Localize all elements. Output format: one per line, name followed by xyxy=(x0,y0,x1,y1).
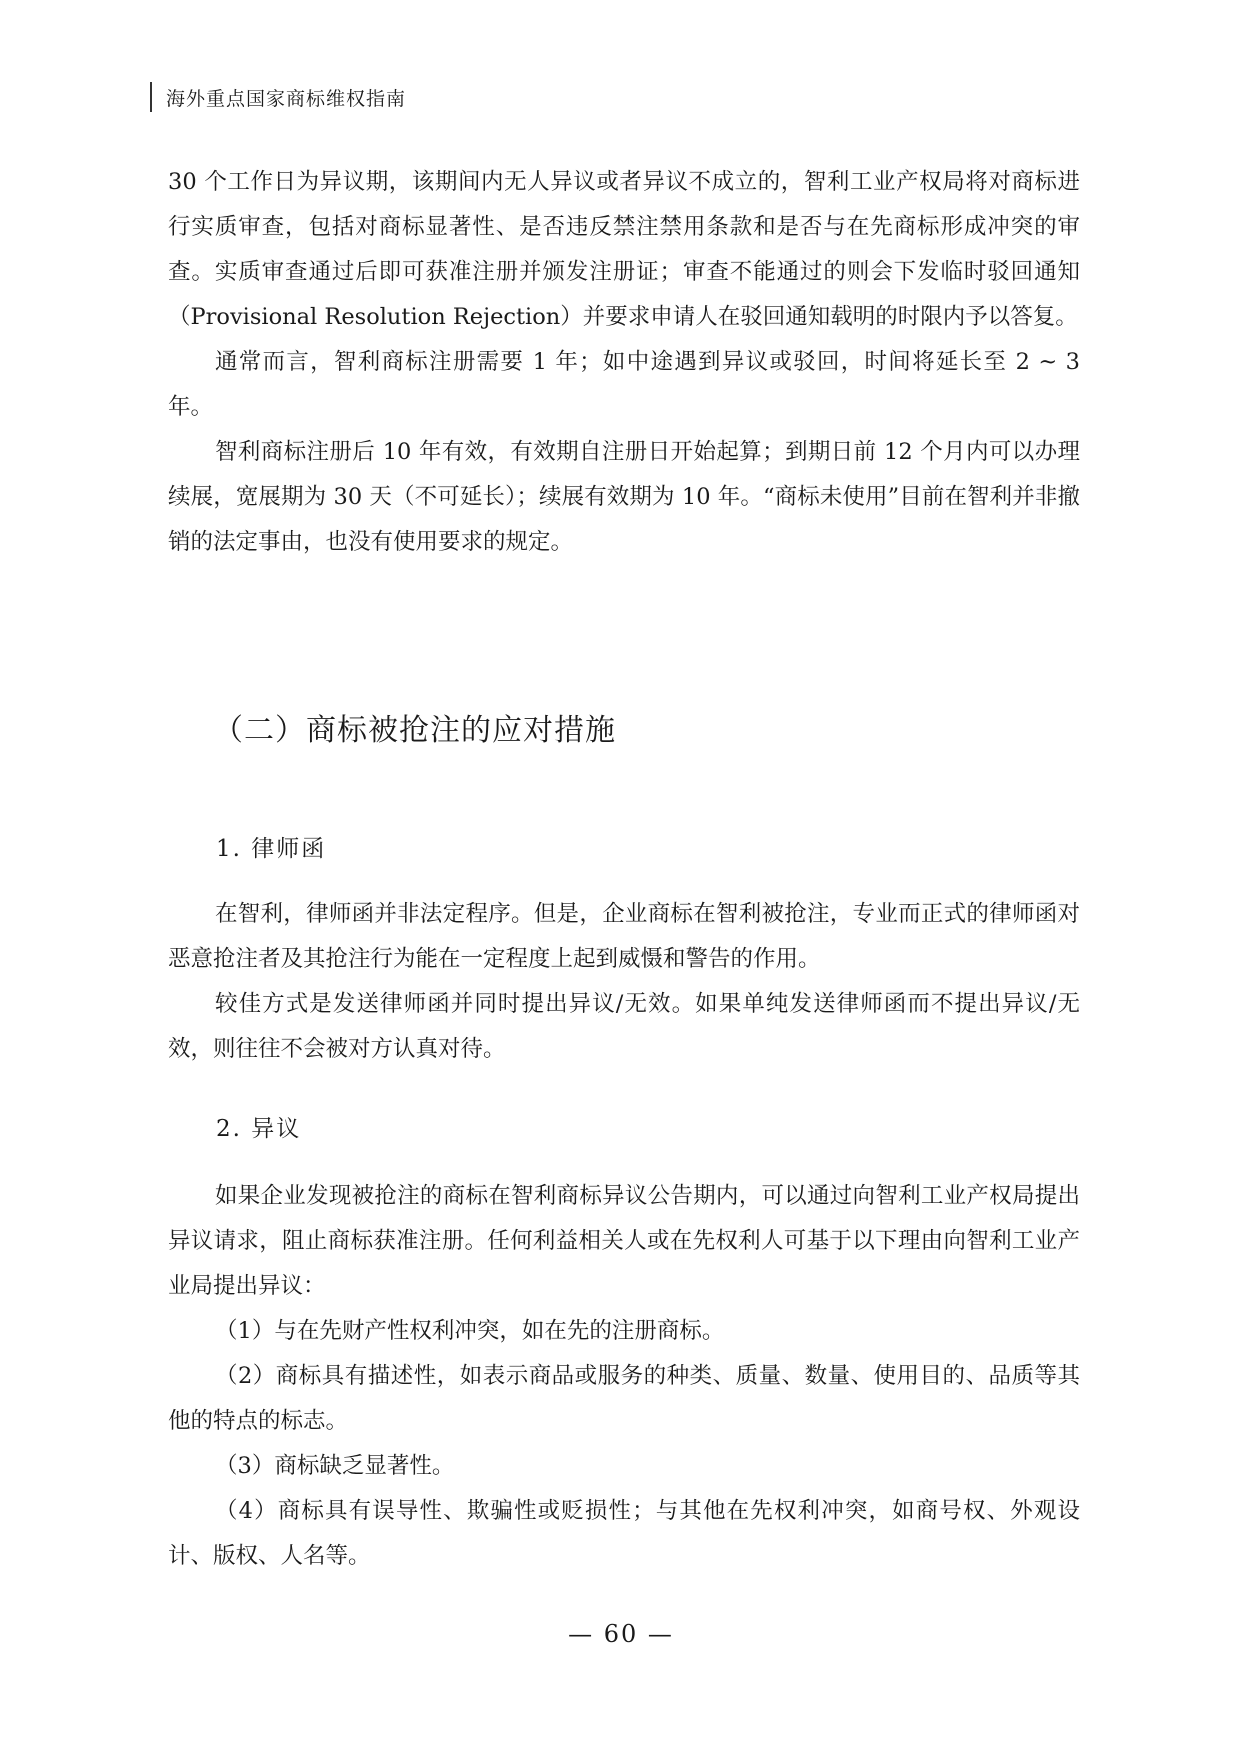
subheading-lawyer-letter: 1. 律师函 xyxy=(216,836,327,862)
lawyer-letter-text xyxy=(168,892,1080,1072)
intro-paragraph-duration: 通常而言，智利商标注册需要 1 年；如中途遇到异议或驳回，时间将延长至 2 ~ 3 年。 xyxy=(168,349,1080,420)
subheading-opposition: 2. 异议 xyxy=(216,1116,302,1142)
opposition-ground-item: （1）与在先财产性权利冲突，如在先的注册商标。 xyxy=(215,1318,725,1344)
section-heading: （二）商标被抢注的应对措施 xyxy=(213,713,616,748)
opposition-paragraph: 如果企业发现被抢注的商标在智利商标异议公告期内，可以通过向智利工业产权局提出异议请求，阻止商标获准注册。任何利益相关人或在先权利人可基于以下理由向智利工业产业局提出异议： xyxy=(168,1183,1080,1299)
header-rule xyxy=(150,82,152,112)
opposition-text xyxy=(168,1174,1080,1579)
page-number: — 60 — xyxy=(568,1620,674,1648)
opposition-ground-item: （3）商标缺乏显著性。 xyxy=(215,1453,455,1479)
intro-paragraph-validity: 智利商标注册后 10 年有效，有效期自注册日开始起算；到期日前 12 个月内可以办理续展，宽展期为 30 天（不可延长）；续展有效期为 10 年。“商标未使用”目前在智利并非撤销的法定事由，也没有使用要求的规定。 xyxy=(168,439,1080,555)
intro-paragraph-continued: 30 个工作日为异议期，该期间内无人异议或者异议不成立的，智利工业产权局将对商标进行实质审查，包括对商标显著性、是否违反禁注禁用条款和是否与在先商标形成冲突的审查。实质审查通过后即可获准注册并颁发注册证；审查不能通过的则会下发临时驳回通知（Provisional Resolution Rejection）并要求申请人在驳回通知载明的时限内予以答复。 xyxy=(168,169,1080,330)
book-title: 海外重点国家商标维权指南 xyxy=(166,87,407,110)
opposition-ground-item: （2）商标具有描述性，如表示商品或服务的种类、质量、数量、使用目的、品质等其他的特点的标志。 xyxy=(168,1363,1080,1434)
lawyer-letter-paragraph: 较佳方式是发送律师函并同时提出异议/无效。如果单纯发送律师函而不提出异议/无效，则往往不会被对方认真对待。 xyxy=(168,991,1080,1062)
opposition-ground-item: （4）商标具有误导性、欺骗性或贬损性；与其他在先权利冲突，如商号权、外观设计、版权、人名等。 xyxy=(168,1498,1080,1569)
intro-text xyxy=(168,160,1080,565)
lawyer-letter-paragraph: 在智利，律师函并非法定程序。但是，企业商标在智利被抢注，专业而正式的律师函对恶意抢注者及其抢注行为能在一定程度上起到威慑和警告的作用。 xyxy=(168,901,1080,972)
running-header xyxy=(150,80,406,114)
